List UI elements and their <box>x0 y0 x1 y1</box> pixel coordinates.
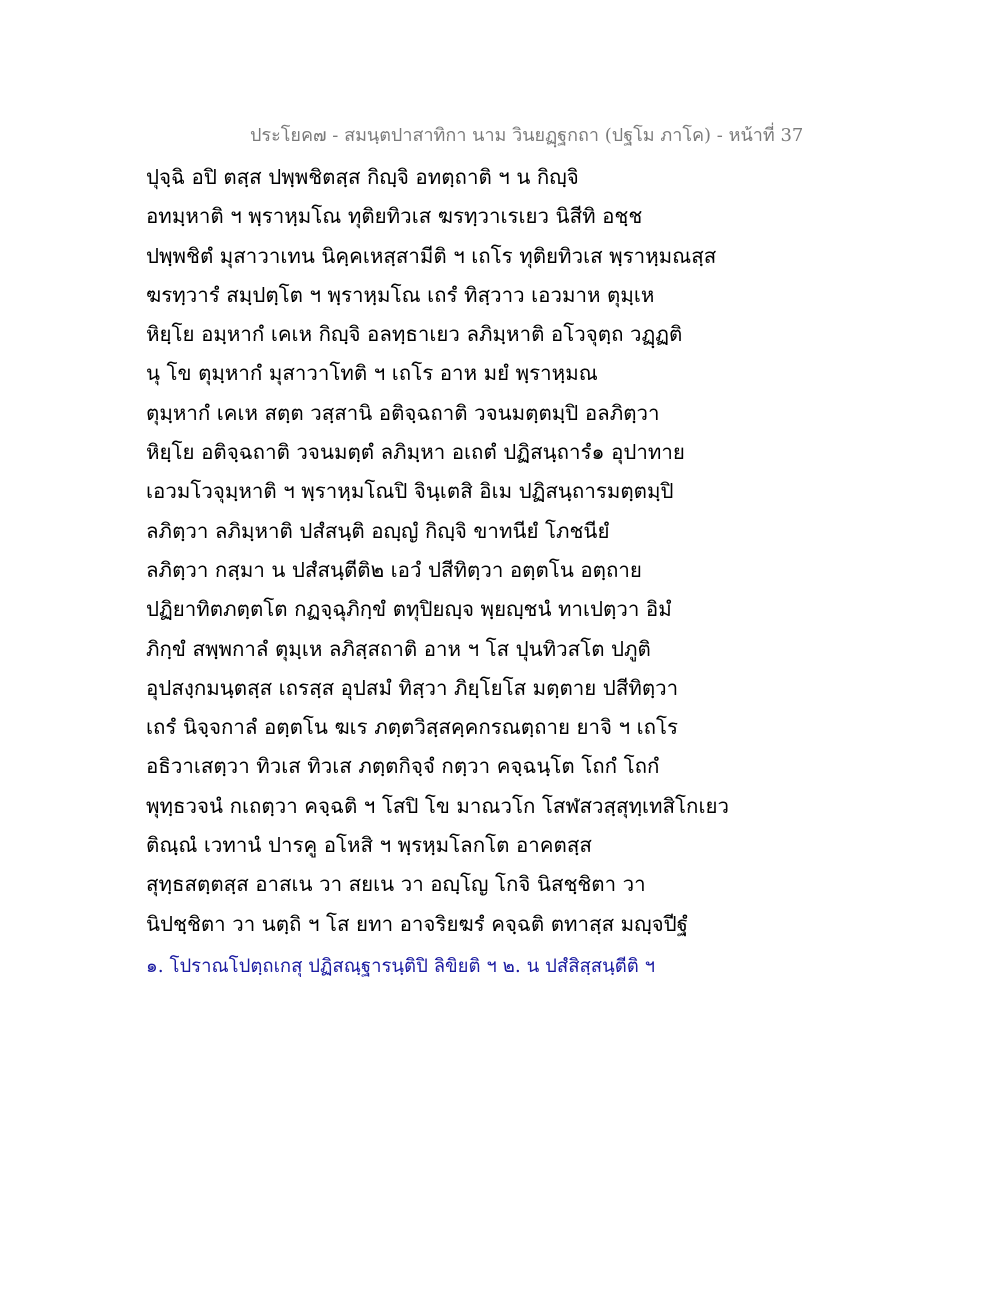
text-line: อธิวาเสตฺวา ทิวเส ทิวเส ภตฺตกิจฺจํ กตฺวา คจฺฉนฺโต โถกํ โถกํ <box>146 754 660 779</box>
text-line: อุปสงฺกมนฺตสฺส เถรสฺส อุปสมํ ทิสฺวา ภิยฺโยโส มตฺตาย ปสีทิตฺวา <box>146 675 679 700</box>
text-line: พุทฺธวจนํ กเถตฺวา คจฺฉติ ฯ โสปิ โข มาณวโก โสฬสวสฺสุทฺเทสิโกเยว <box>146 793 729 818</box>
footnotes: ๑. โปราณโปตฺถเกสุ ปฏิสณฺฐารนฺติปิ ลิขิยติ ฯ ๒. น ปสํสิสฺสนฺตีติ ฯ <box>146 956 656 977</box>
text-line: อทมฺหาติ ฯ พฺราหฺมโณ ทุติยทิวเส ฆรทฺวาเรเยว นิสีทิ อชฺช <box>146 204 643 229</box>
text-line: เอวมโวจุมฺหาติ ฯ พฺราหฺมโณปิ จินฺเตสิ อิเม ปฏิสนฺถารมตฺตมฺปิ <box>146 479 674 504</box>
text-line: ปฏิยาทิตภตฺตโต กฏจฺฉุภิกฺขํ ตทุปิยญฺจ พฺยญฺชนํ ทาเปตฺวา อิมํ <box>146 597 672 622</box>
text-line: ปพฺพชิตํ มุสาวาเทน นิคฺคเหสฺสามีติ ฯ เถโร ทุติยทิวเส พฺราหฺมณสฺส <box>146 243 717 268</box>
text-line: ปุจฺฉิ อปิ ตสฺส ปพฺพชิตสฺส กิญฺจิ อทตฺถาติ ฯ น กิญฺจิ <box>146 165 579 189</box>
text-line: สุทฺธสตฺตสฺส อาสเน วา สยเน วา อญฺโญ โกจิ นิสชฺชิตา วา <box>146 872 646 897</box>
text-line: เถรํ นิจฺจกาลํ อตฺตโน ฆเร ภตฺตวิสฺสคฺคกรณตฺถาย ยาจิ ฯ เถโร <box>146 715 679 740</box>
text-line: นิปชฺชิตา วา นตฺถิ ฯ โส ยทา อาจริยฆรํ คจฺฉติ ตทาสฺส มญฺจปีฐํ <box>146 911 688 936</box>
body-text <box>146 158 766 944</box>
text-line: ลภิตฺวา กสฺมา น ปสํสนฺตีติ๒ เอวํ ปสีทิตฺวา อตฺตโน อตฺถาย <box>146 557 642 582</box>
text-line: นุ โข ตุมฺหากํ มุสาวาโทติ ฯ เถโร อาห มยํ พฺราหฺมณ <box>146 361 598 386</box>
text-line: ตุมฺหากํ เคเห สตฺต วสฺสานิ อติจฺฉถาติ วจนมตฺตมฺปิ อลภิตฺวา <box>146 400 660 425</box>
text-line: หิยฺโย อมฺหากํ เคเห กิญฺจิ อลทฺธาเยว ลภิมฺหาติ อโวจุตฺถ วฏฺฏติ <box>146 322 683 347</box>
text-line: ติณฺณํ เวทานํ ปารคู อโหสิ ฯ พฺรหฺมโลกโต อาคตสฺส <box>146 833 592 858</box>
running-header: ประโยค๗ - สมนฺตปาสาทิกา นาม วินยฏฺฐกถา (ปฐโม ภาโค) - หน้าที่ 37 <box>250 125 804 146</box>
text-line: หิยฺโย อติจฺฉถาติ วจนมตฺตํ ลภิมฺหา อเถตํ ปฏิสนฺถารํ๑ อุปาทาย <box>146 440 685 465</box>
text-line: ลภิตฺวา ลภิมฺหาติ ปสํสนฺติ อญฺญํ กิญฺจิ ขาทนียํ โภชนียํ <box>146 518 610 543</box>
text-line: ภิกฺขํ สพฺพกาลํ ตุมฺเห ลภิสฺสถาติ อาห ฯ โส ปุนทิวสโต ปภูติ <box>146 636 651 661</box>
text-line: ฆรทฺวารํ สมฺปตฺโต ฯ พฺราหฺมโณ เถรํ ทิสฺวาว เอวมาห ตุมฺเห <box>146 282 655 307</box>
